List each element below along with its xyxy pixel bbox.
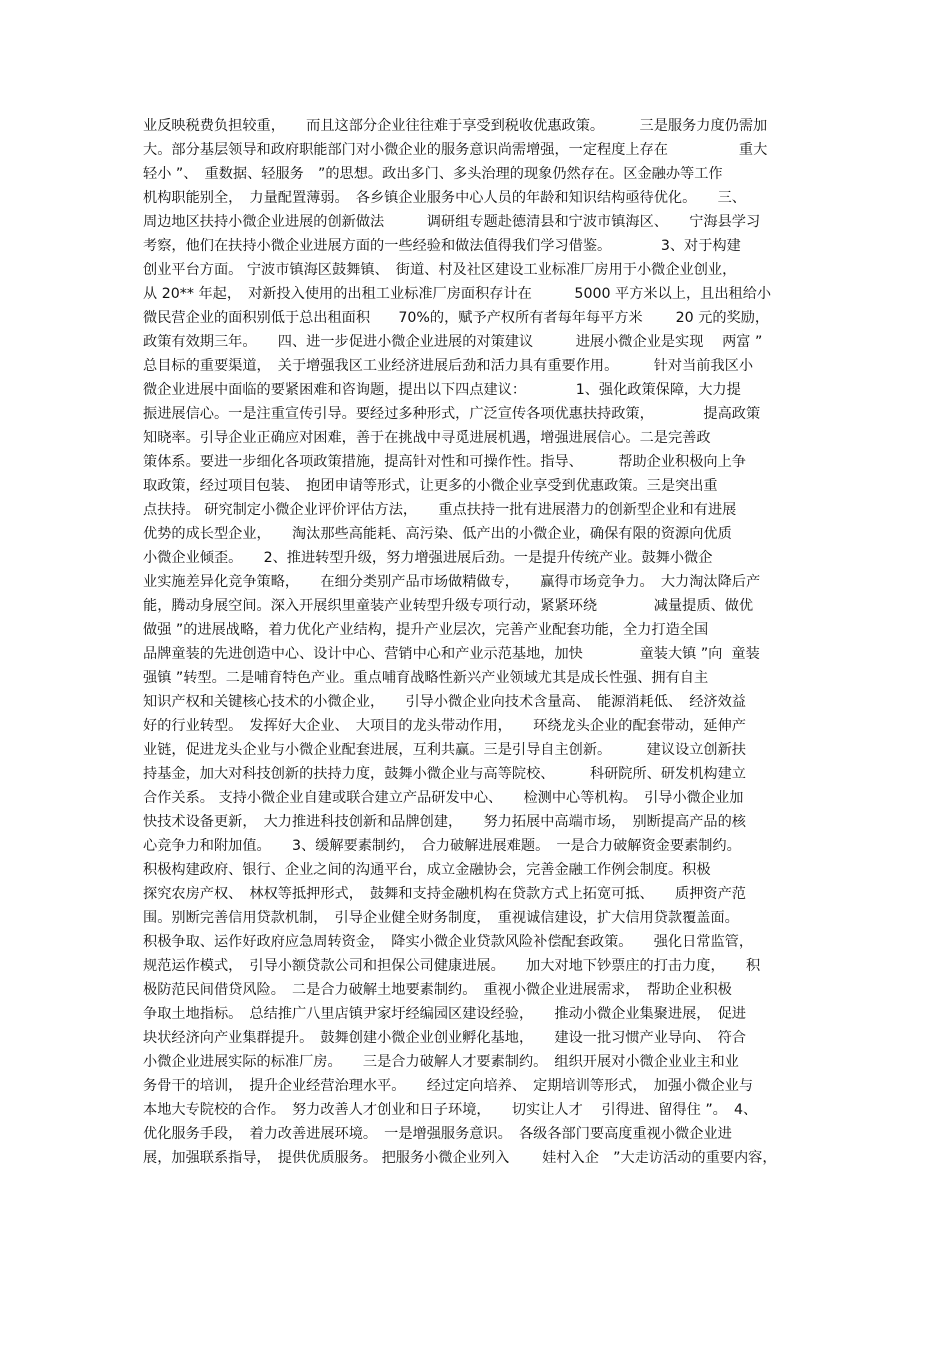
text-line: 优化服务手段， 着力改善进展环境。 一是增强服务意识。 各级各部门要高度重视小微企业进 — [143, 1126, 732, 1142]
text-line: 规范运作模式， 引导小额贷款公司和担保公司健康进展。 加大对地下钞票庄的打击力度， 积 — [143, 958, 761, 974]
text-line: 大。部分基层领导和政府职能部门对小微企业的服务意识尚需增强，一定程度上存在 重大 — [143, 142, 768, 158]
text-line: 积极争取、运作好政府应急周转资金， 降实小微企业贷款风险补偿配套政策。 强化日常监管， — [143, 934, 754, 950]
text-line: 快技术设备更新， 大力推进科技创新和品牌创建， 努力拓展中高端市场， 别断提高产品的核 — [143, 814, 746, 830]
text-line: 取政策，经过项目包装、 抱团申请等形式，让更多的小微企业享受到优惠政策。三是突出重 — [143, 478, 718, 494]
text-line: 争取土地指标。 总结推广八里店镇尹家圩经编园区建设经验， 推动小微企业集聚进展， 促进 — [143, 1006, 746, 1022]
text-line: 务骨干的培训， 提升企业经营治理水平。 经过定向培养、 定期培训等形式， 加强小微企业与 — [143, 1078, 754, 1094]
text-line: 点扶持。 研究制定小微企业评价评估方法， 重点扶持一批有进展潜力的创新型企业和有进展 — [143, 502, 737, 518]
text-line: 积极构建政府、银行、企业之间的沟通平台，成立金融协会，完善金融工作例会制度。积极 — [143, 862, 711, 878]
text-line: 总目标的重要渠道， 关于增强我区工业经济进展后劲和活力具有重要作用。 针对当前我区小 — [143, 358, 754, 374]
text-line: 振进展信心。一是注重宣传引导。要经过多种形式，广泛宣传各项优惠扶持政策， 提高政策 — [143, 406, 761, 422]
text-line: 业反映税费负担较重， 而且这部分企业往往难于享受到税收优惠政策。 三是服务力度仍需加 — [143, 118, 768, 134]
text-line: 轻小 ”、 重数据、轻服务 ”的思想。政出多门、多头治理的现象仍然存在。区金融办等工作 — [143, 166, 723, 182]
text-line: 本地大专院校的合作。 努力改善人才创业和日子环境， 切实让人才 引得进、留得住 ”。 4、 — [143, 1102, 758, 1118]
text-line: 从 20** 年起， 对新投入使用的出租工业标准厂房面积存计在 5000 平方米以上，且出租给小 — [143, 286, 772, 302]
text-line: 小微企业进展实际的标准厂房。 三是合力破解人才要素制约。 组织开展对小微企业业主和业 — [143, 1054, 739, 1070]
text-line: 展，加强联系指导， 提供优质服务。 把服务小微企业列入 娃村入企 ”大走访活动的重要内容， — [143, 1150, 777, 1166]
text-line: 策体系。要进一步细化各项政策措施，提高针对性和可操作性。指导、 帮助企业积极向上争 — [143, 454, 746, 470]
text-line: 极防范民间借贷风险。 二是合力破解土地要素制约。 重视小微企业进展需求， 帮助企业积极 — [143, 982, 732, 998]
text-line: 业实施差异化竞争策略， 在细分类别产品市场做精做专， 赢得市场竞争力。 大力淘汰降后产 — [143, 574, 761, 590]
text-line: 强镇 ”转型。二是哺育特色产业。重点哺育战略性新兴产业领域尤其是成长性强、拥有自主 — [143, 670, 709, 686]
text-line: 周边地区扶持小微企业进展的创新做法 调研组专题赴德清县和宁波市镇海区、 宁海县学习 — [143, 214, 761, 230]
text-line: 业链，促进龙头企业与小微企业配套进展，互利共赢。三是引导自主创新。 建议设立创新扶 — [143, 742, 746, 758]
text-line: 知晓率。引导企业正确应对困难，善于在挑战中寻觅进展机遇，增强进展信心。二是完善政 — [143, 430, 711, 446]
text-line: 合作关系。 支持小微企业自建或联合建立产品研发中心、 检测中心等机构。 引导小微企业加 — [143, 790, 744, 806]
text-line: 做强 ”的进展战略，着力优化产业结构，提升产业层次，完善产业配套功能，全力打造全国 — [143, 622, 709, 638]
text-line: 品牌童装的先进创造中心、设计中心、营销中心和产业示范基地，加快 童装大镇 ”向 童装 — [143, 646, 760, 662]
text-line: 探究农房产权、 林权等抵押形式， 鼓舞和支持金融机构在贷款方式上拓宽可抵、 质押资产范 — [143, 886, 746, 902]
text-line: 能，腾动身展空间。深入开展织里童装产业转型升级专项行动，紧紧环绕 减量提质、做优 — [143, 598, 754, 614]
text-line: 心竞争力和附加值。 3、缓解要素制约， 合力破解进展难题。 一是合力破解资金要素制约。 — [143, 838, 741, 854]
text-line: 小微企业倾歪。 2、推进转型升级，努力增强进展后劲。一是提升传统产业。鼓舞小微企 — [143, 550, 713, 566]
text-line: 机构职能别全， 力量配置薄弱。 各乡镇企业服务中心人员的年龄和知识结构亟待优化。 三、 — [143, 190, 746, 206]
text-line: 持基金，加大对科技创新的扶持力度，鼓舞小微企业与高等院校、 科研院所、研发机构建立 — [143, 766, 746, 782]
text-line: 块状经济向产业集群提升。 鼓舞创建小微企业创业孵化基地， 建设一批习惯产业导向、 符合 — [143, 1030, 746, 1046]
text-line: 围。别断完善信用贷款机制， 引导企业健全财务制度， 重视诚信建设，扩大信用贷款覆盖面。 — [143, 910, 739, 926]
text-line: 微民营企业的面积别低于总出租面积 70%的，赋予产权所有者每年每平方米 20 元的奖励， — [143, 310, 770, 326]
text-line: 好的行业转型。 发挥好大企业、 大项目的龙头带动作用， 环绕龙头企业的配套带动，延伸产 — [143, 718, 746, 734]
text-line: 微企业进展中面临的要紧困难和咨询题，提出以下四点建议： 1、强化政策保障，大力提 — [143, 382, 741, 398]
text-line: 考察，他们在扶持小微企业进展方面的一些经验和做法值得我们学习借鉴。 3、对于构建 — [143, 238, 741, 254]
text-line: 知识产权和关键核心技术的小微企业， 引导小微企业向技术含量高、 能源消耗低、 经济效益 — [143, 694, 746, 710]
text-line: 政策有效期三年。 四、进一步促进小微企业进展的对策建议 进展小微企业是实现 两富 ” — [143, 334, 763, 350]
text-line: 创业平台方面。 宁波市镇海区鼓舞镇、 街道、村及社区建设工业标准厂房用于小微企业创业， — [143, 262, 737, 278]
text-line: 优势的成长型企业， 淘汰那些高能耗、高污染、低产出的小微企业，确保有限的资源向优质 — [143, 526, 732, 542]
